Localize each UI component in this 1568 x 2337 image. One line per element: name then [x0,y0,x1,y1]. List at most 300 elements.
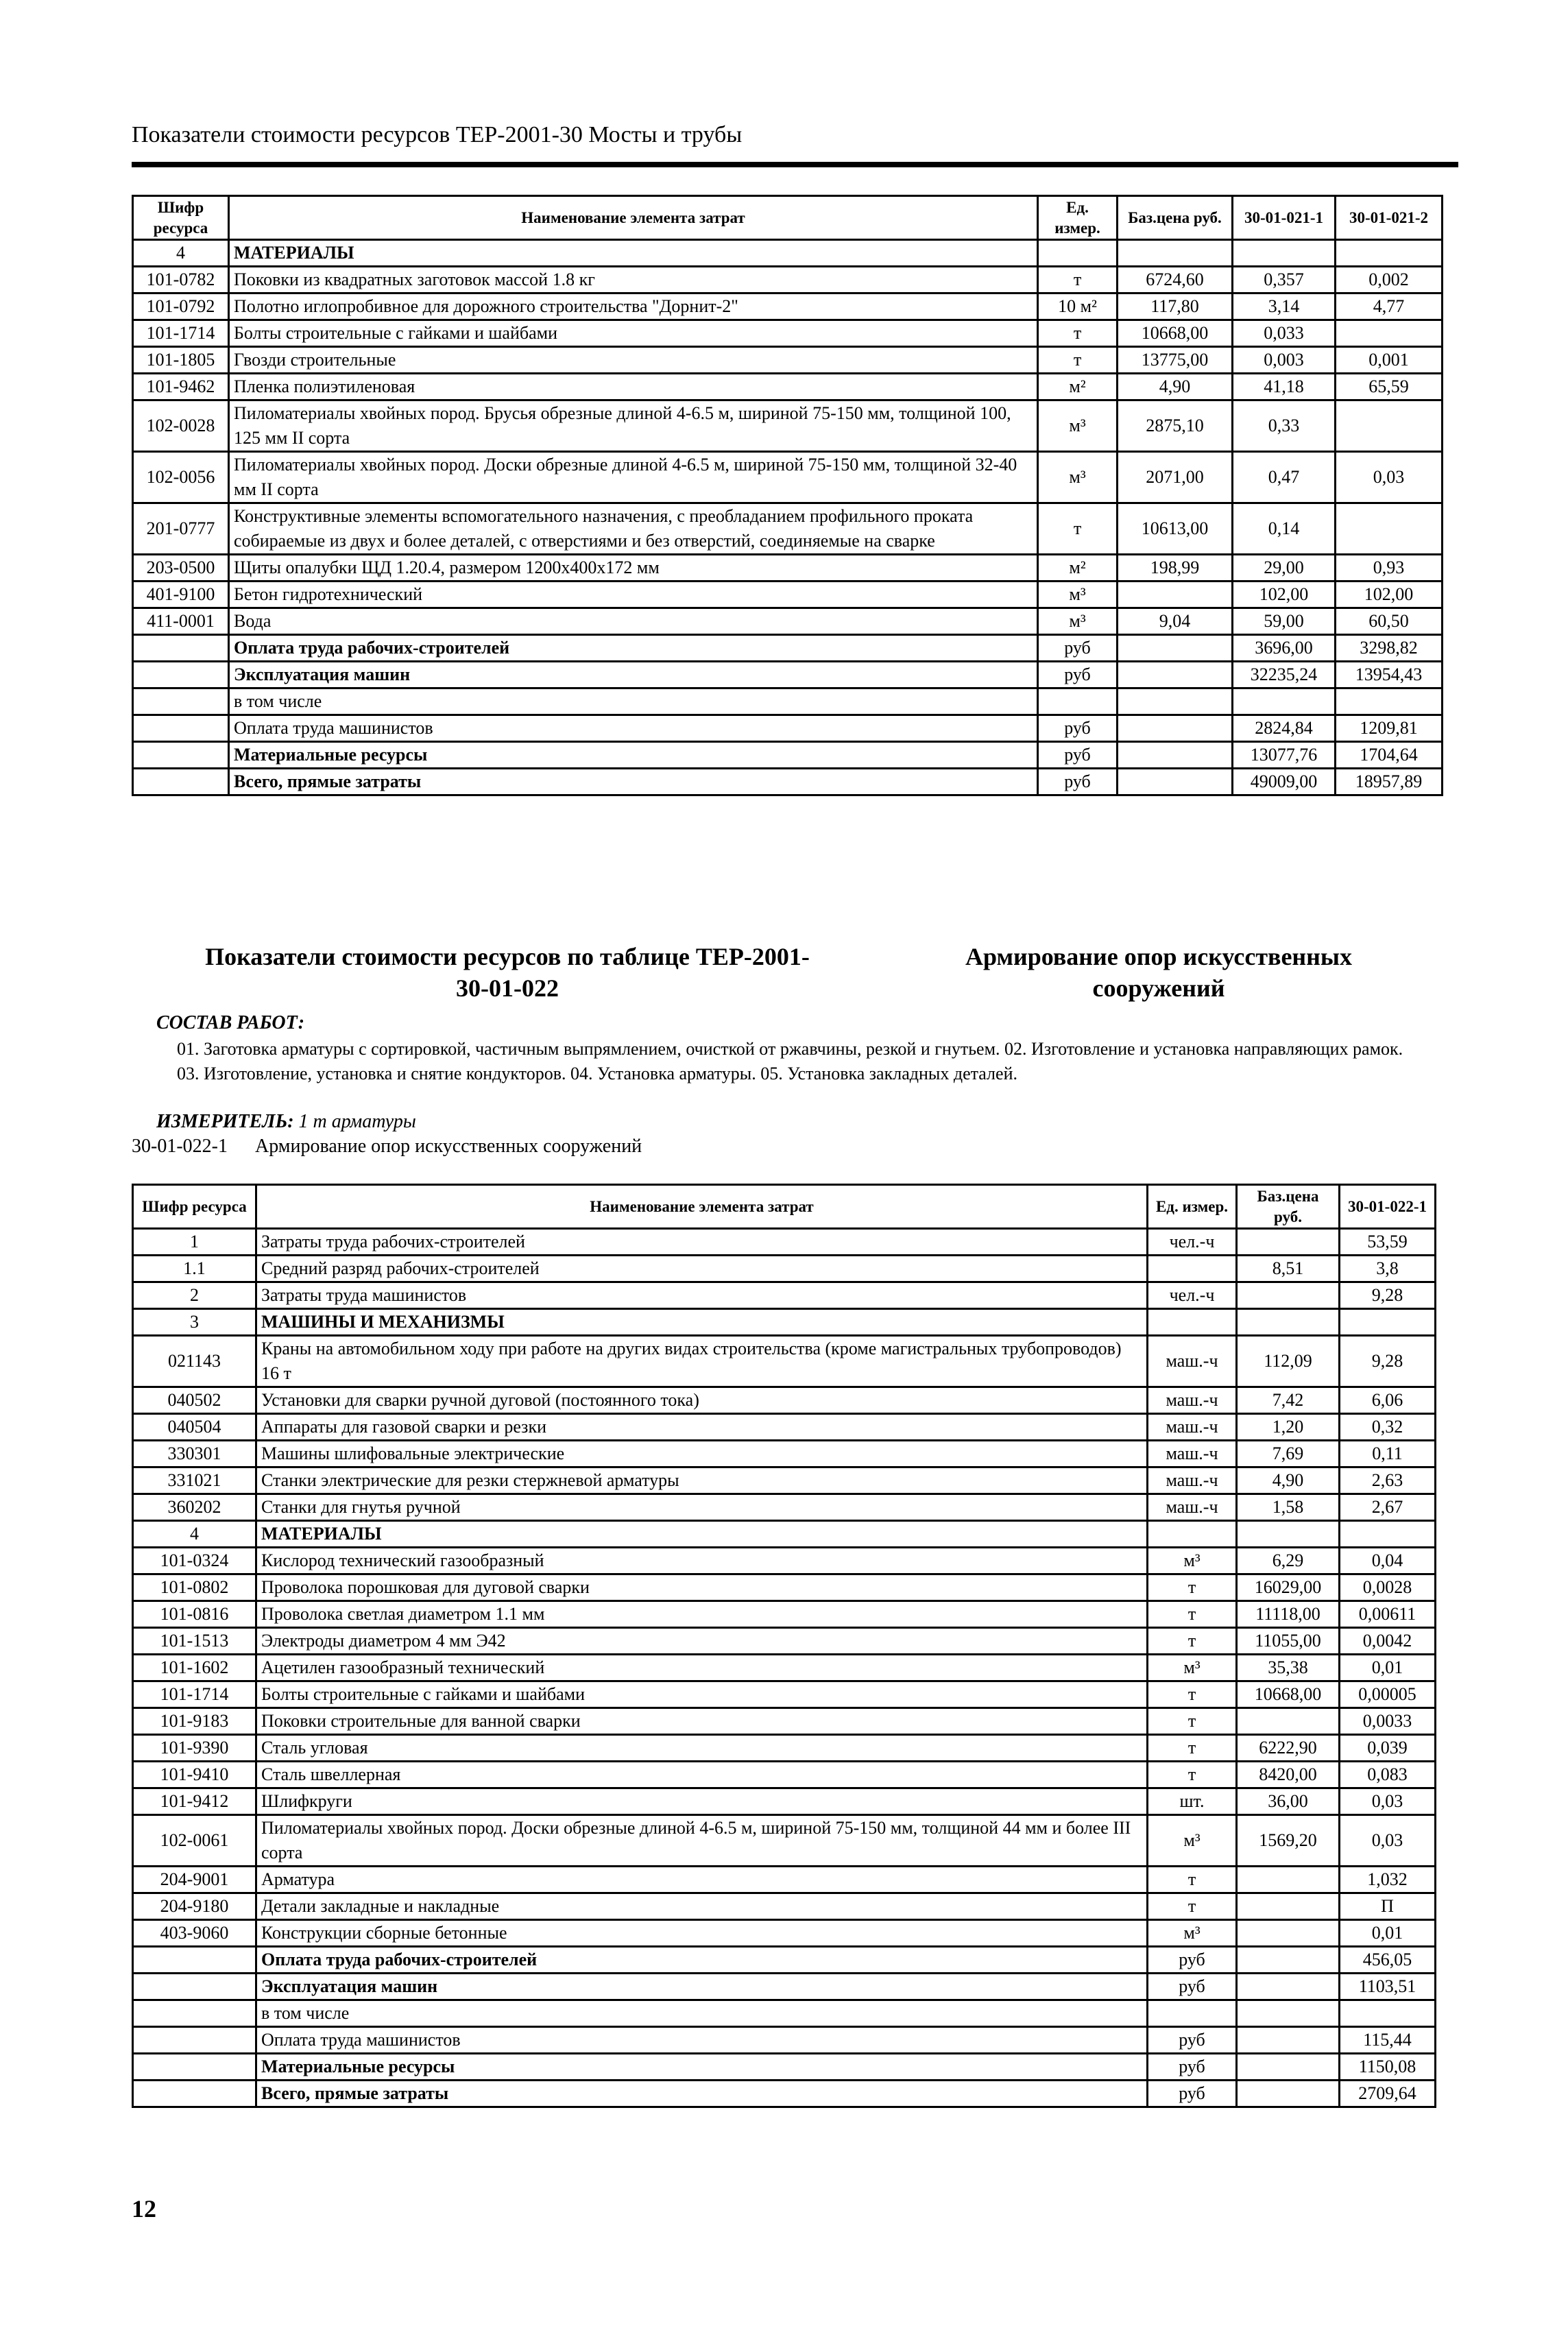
table-row [133,1467,1436,1494]
base-price-cell [1237,2000,1340,2027]
value-cell-2: 0,03 [1336,452,1443,503]
base-price-cell: 1,20 [1237,1414,1340,1441]
meter-label: ИЗМЕРИТЕЛЬ: [156,1111,294,1132]
summary-row [133,2000,1436,2027]
table-row [133,1762,1436,1788]
resource-name: Проволока светлая диаметром 1.1 мм [256,1601,1148,1628]
unit-cell: шт. [1148,1788,1237,1815]
unit-cell [1148,1521,1237,1548]
table-row [133,267,1443,293]
resource-name: Кислород технический газообразный [256,1548,1148,1574]
unit-cell: маш.-ч [1148,1387,1237,1414]
page-header: Показатели стоимости ресурсов ТЕР-2001-30 Мосты и трубы [132,122,743,147]
resource-name: Вода [229,608,1038,635]
base-price-cell [1237,1920,1340,1947]
table-row [133,1282,1436,1309]
base-price-cell: 35,38 [1237,1655,1340,1681]
resource-code [133,742,229,769]
summary-row [133,769,1443,795]
value-cell-1: 13077,76 [1233,742,1336,769]
resource-name: Электроды диаметром 4 мм Э42 [256,1628,1148,1655]
unit-cell: руб [1148,2081,1237,2107]
value-cell-1: 0,003 [1233,347,1336,374]
resource-code: 401-9100 [133,582,229,608]
work-composition-text: 01. Заготовка арматуры с сортировкой, частичным выпрямлением, очисткой от ржавчины, резкой и гнутьем. 02. Изготовление и установка направляющих рамок. 03. Изготовление, установка и снятие кондукторов. 04. Установка арматуры. 05. Установка закладных деталей. [177,1039,1403,1083]
value-cell-2 [1336,503,1443,555]
unit-cell: руб [1038,662,1118,688]
unit-cell: руб [1038,742,1118,769]
resource-name: Материальные ресурсы [256,2054,1148,2081]
unit-cell [1148,2000,1237,2027]
resource-code: 3 [133,1309,256,1336]
value-cell-2: 0,93 [1336,555,1443,582]
table-row [133,452,1443,503]
header-rule [132,162,1458,167]
unit-cell: т [1038,347,1118,374]
table-row [133,503,1443,555]
base-price-cell [1237,2054,1340,2081]
table-row [133,374,1443,400]
resource-code: 101-9390 [133,1735,256,1762]
resource-code [133,2054,256,2081]
base-price-cell [1118,582,1233,608]
resource-code: 1 [133,1229,256,1256]
value-cell-2: 3298,82 [1336,635,1443,662]
table-header-row [133,196,1443,240]
resource-name: в том числе [229,688,1038,715]
value-cell-2: 1209,81 [1336,715,1443,742]
table-row [133,1788,1436,1815]
unit-cell: т [1148,1601,1237,1628]
resource-name: МАТЕРИАЛЫ [229,240,1038,267]
resource-name: Всего, прямые затраты [229,769,1038,795]
resource-table-1 [132,195,1443,796]
value-cell-1: 0,32 [1340,1414,1436,1441]
unit-cell: руб [1038,769,1118,795]
base-price-cell: 10668,00 [1118,320,1233,347]
base-price-cell [1118,769,1233,795]
col-header-code: Шифр ресурса [133,196,229,240]
base-price-cell: 9,04 [1118,608,1233,635]
base-price-cell: 6,29 [1237,1548,1340,1574]
table-row [133,1387,1436,1414]
unit-cell: м³ [1148,1815,1237,1867]
resource-name: Оплата труда машинистов [229,715,1038,742]
resource-name: Шлифкруги [256,1788,1148,1815]
unit-cell: т [1148,1708,1237,1735]
table-row [133,1601,1436,1628]
resource-name: Затраты труда рабочих-строителей [256,1229,1148,1256]
unit-cell: м³ [1038,400,1118,452]
base-price-cell [1237,1947,1340,1974]
table-header-row [133,1185,1436,1229]
value-cell-1 [1340,1309,1436,1336]
summary-row [133,2054,1436,2081]
value-cell-1: 3,14 [1233,293,1336,320]
resource-name: Болты строительные с гайками и шайбами [229,320,1038,347]
table-row [133,1229,1436,1256]
value-cell-1: 0,03 [1340,1815,1436,1867]
meter-line [156,1111,416,1133]
resource-code: 101-0792 [133,293,229,320]
resource-name: Оплата труда машинистов [256,2027,1148,2054]
page-number: 12 [132,2195,156,2222]
table-row [133,1867,1436,1893]
value-cell-2: 0,001 [1336,347,1443,374]
resource-code [133,2027,256,2054]
resource-name: Установки для сварки ручной дуговой (постоянного тока) [256,1387,1148,1414]
base-price-cell: 2875,10 [1118,400,1233,452]
resource-name: Оплата труда рабочих-строителей [256,1947,1148,1974]
base-price-cell [1237,1974,1340,2000]
base-price-cell [1237,2027,1340,2054]
resource-code: 021143 [133,1336,256,1387]
summary-row [133,688,1443,715]
resource-code: 204-9001 [133,1867,256,1893]
unit-cell [1038,240,1118,267]
resource-name: МАТЕРИАЛЫ [256,1521,1148,1548]
base-price-cell: 10668,00 [1237,1681,1340,1708]
base-price-cell [1237,1893,1340,1920]
resource-name: Материальные ресурсы [229,742,1038,769]
base-price-cell: 13775,00 [1118,347,1233,374]
resource-name: Краны на автомобильном ходу при работе на других видах строительства (кроме магистральных трубопроводов) 16 т [256,1336,1148,1387]
resource-name: Оплата труда рабочих-строителей [229,635,1038,662]
resource-code: 101-1602 [133,1655,256,1681]
unit-cell: руб [1038,635,1118,662]
value-cell-1: 456,05 [1340,1947,1436,1974]
resource-name: МАШИНЫ И МЕХАНИЗМЫ [256,1309,1148,1336]
value-cell-2 [1336,688,1443,715]
resource-code: 102-0056 [133,452,229,503]
resource-name: Болты строительные с гайками и шайбами [256,1681,1148,1708]
section-row [133,1521,1436,1548]
base-price-cell [1118,688,1233,715]
resource-code: 101-0816 [133,1601,256,1628]
resource-code: 040504 [133,1414,256,1441]
resource-code: 101-0802 [133,1574,256,1601]
unit-cell: т [1148,1574,1237,1601]
value-cell-1 [1233,688,1336,715]
resource-code: 330301 [133,1441,256,1467]
unit-cell [1038,688,1118,715]
resource-code: 4 [133,1521,256,1548]
base-price-cell [1237,2081,1340,2107]
unit-cell: руб [1148,2027,1237,2054]
value-cell-1: 0,11 [1340,1441,1436,1467]
base-price-cell: 117,80 [1118,293,1233,320]
resource-name: Полотно иглопробивное для дорожного строительства "Дорнит-2" [229,293,1038,320]
unit-cell: м³ [1038,582,1118,608]
unit-cell: маш.-ч [1148,1467,1237,1494]
base-price-cell [1118,662,1233,688]
base-price-cell: 6222,90 [1237,1735,1340,1762]
resource-code: 101-1805 [133,347,229,374]
resource-name: Всего, прямые затраты [256,2081,1148,2107]
value-cell-1 [1340,1521,1436,1548]
value-cell-1: 0,039 [1340,1735,1436,1762]
resource-code [133,635,229,662]
table-row [133,347,1443,374]
value-cell-2: 60,50 [1336,608,1443,635]
unit-cell: т [1148,1867,1237,1893]
unit-cell: м³ [1148,1548,1237,1574]
value-cell-1: 2,63 [1340,1467,1436,1494]
unit-cell: м³ [1148,1655,1237,1681]
unit-cell: т [1148,1681,1237,1708]
section-row [133,1309,1436,1336]
base-price-cell: 7,42 [1237,1387,1340,1414]
unit-cell: руб [1038,715,1118,742]
unit-cell: чел.-ч [1148,1229,1237,1256]
unit-cell: м² [1038,555,1118,582]
resource-name: Щиты опалубки ЩД 1.20.4, размером 1200х400х172 мм [229,555,1038,582]
resource-code: 040502 [133,1387,256,1414]
value-cell-1: 2709,64 [1340,2081,1436,2107]
table-row [133,1708,1436,1735]
resource-code: 101-0324 [133,1548,256,1574]
col-header-name: Наименование элемента затрат [256,1185,1148,1229]
value-cell-1: 115,44 [1340,2027,1436,2054]
base-price-cell [1118,715,1233,742]
resource-name: Гвозди строительные [229,347,1038,374]
resource-code: 101-1513 [133,1628,256,1655]
resource-code: 2 [133,1282,256,1309]
value-cell-1: 1150,08 [1340,2054,1436,2081]
unit-cell: т [1148,1762,1237,1788]
value-cell-1: 0,01 [1340,1655,1436,1681]
base-price-cell: 8,51 [1237,1256,1340,1282]
summary-row [133,635,1443,662]
resource-name: Поковки строительные для ванной сварки [256,1708,1148,1735]
table-row [133,1893,1436,1920]
resource-code: 1.1 [133,1256,256,1282]
resource-name: Конструктивные элементы вспомогательного назначения, с преобладанием профильного проката собираемые из двух и более деталей, с отверстиями и без отверстий, соединяемые на сварке [229,503,1038,555]
unit-cell: маш.-ч [1148,1336,1237,1387]
resource-code: 101-9410 [133,1762,256,1788]
resource-name: Бетон гидротехнический [229,582,1038,608]
resource-name: Затраты труда машинистов [256,1282,1148,1309]
resource-code: 360202 [133,1494,256,1521]
table-row [133,1414,1436,1441]
resource-code: 403-9060 [133,1920,256,1947]
meter-value: 1 т арматуры [298,1111,416,1132]
table-row [133,1441,1436,1467]
resource-code [133,662,229,688]
col-header-price: Баз.цена руб. [1237,1185,1340,1229]
value-cell-1: 1103,51 [1340,1974,1436,2000]
value-cell-1: 0,00005 [1340,1681,1436,1708]
base-price-cell [1237,1867,1340,1893]
unit-cell: м³ [1148,1920,1237,1947]
resource-code: 102-0061 [133,1815,256,1867]
resource-code [133,769,229,795]
base-price-cell: 2071,00 [1118,452,1233,503]
value-cell-1: 32235,24 [1233,662,1336,688]
section-title: Показатели стоимости ресурсов по таблице ТЕР-2001-30-01-022 [205,943,810,1002]
table-row [133,1815,1436,1867]
value-cell-1: 102,00 [1233,582,1336,608]
value-cell-1: 41,18 [1233,374,1336,400]
value-cell-2: 1704,64 [1336,742,1443,769]
table-row [133,400,1443,452]
value-cell-2: 102,00 [1336,582,1443,608]
unit-cell: руб [1148,2054,1237,2081]
unit-cell: т [1038,503,1118,555]
resource-name: в том числе [256,2000,1148,2027]
value-cell-1: 29,00 [1233,555,1336,582]
value-cell-1: 2824,84 [1233,715,1336,742]
base-price-cell: 6724,60 [1118,267,1233,293]
resource-code: 101-1714 [133,1681,256,1708]
unit-cell: маш.-ч [1148,1441,1237,1467]
resource-code: 101-1714 [133,320,229,347]
unit-cell: маш.-ч [1148,1494,1237,1521]
subtitle-code: 30-01-022-1 [132,1136,228,1157]
unit-cell: м³ [1038,452,1118,503]
col-header-price: Баз.цена руб. [1118,196,1233,240]
value-cell-1: 0,33 [1233,400,1336,452]
resource-name: Эксплуатация машин [256,1974,1148,2000]
table-row [133,1681,1436,1708]
unit-cell: т [1148,1893,1237,1920]
col-header-value-1: 30-01-021-1 [1233,196,1336,240]
col-header-value-1: 30-01-022-1 [1340,1185,1436,1229]
table-row [133,1494,1436,1521]
resource-code [133,2081,256,2107]
col-header-code: Шифр ресурса [133,1185,256,1229]
resource-name: Машины шлифовальные электрические [256,1441,1148,1467]
value-cell-1: 9,28 [1340,1336,1436,1387]
resource-code [133,1947,256,1974]
value-cell-1: 49009,00 [1233,769,1336,795]
base-price-cell: 36,00 [1237,1788,1340,1815]
value-cell-1: 0,04 [1340,1548,1436,1574]
resource-name: Арматура [256,1867,1148,1893]
base-price-cell: 16029,00 [1237,1574,1340,1601]
value-cell-1: 3,8 [1340,1256,1436,1282]
value-cell-1: 0,14 [1233,503,1336,555]
resource-code: 101-9412 [133,1788,256,1815]
table-row [133,1574,1436,1601]
table-row [133,608,1443,635]
unit-cell: 10 м² [1038,293,1118,320]
resource-name: Станки электрические для резки стержневой арматуры [256,1467,1148,1494]
base-price-cell [1118,240,1233,267]
value-cell-1: 0,47 [1233,452,1336,503]
resource-name: Детали закладные и накладные [256,1893,1148,1920]
col-header-value-2: 30-01-021-2 [1336,196,1443,240]
base-price-cell [1118,742,1233,769]
value-cell-1: 1,032 [1340,1867,1436,1893]
resource-code: 101-9462 [133,374,229,400]
summary-row [133,742,1443,769]
resource-name: Пиломатериалы хвойных пород. Доски обрезные длиной 4-6.5 м, шириной 75-150 мм, толщиной 44 мм и более III сорта [256,1815,1148,1867]
value-cell-1: 0,083 [1340,1762,1436,1788]
value-cell-2: 0,002 [1336,267,1443,293]
resource-code [133,2000,256,2027]
table-row [133,555,1443,582]
base-price-cell: 112,09 [1237,1336,1340,1387]
section-subject: Армирование опор искусственных сооружений [965,943,1353,1002]
base-price-cell [1237,1521,1340,1548]
unit-cell: м³ [1038,608,1118,635]
table-row [133,1336,1436,1387]
value-cell-1: 0,0033 [1340,1708,1436,1735]
value-cell-1: 2,67 [1340,1494,1436,1521]
resource-name: Проволока порошковая для дуговой сварки [256,1574,1148,1601]
resource-name: Поковки из квадратных заготовок массой 1.8 кг [229,267,1038,293]
table-row [133,1920,1436,1947]
resource-code: 203-0500 [133,555,229,582]
value-cell-1: 0,03 [1340,1788,1436,1815]
value-cell-1: П [1340,1893,1436,1920]
subtitle-text: Армирование опор искусственных сооружений [254,1136,642,1157]
value-cell-1: 0,0042 [1340,1628,1436,1655]
resource-code: 102-0028 [133,400,229,452]
base-price-cell [1237,1708,1340,1735]
resource-code: 101-0782 [133,267,229,293]
resource-code: 101-9183 [133,1708,256,1735]
resource-name: Средний разряд рабочих-строителей [256,1256,1148,1282]
base-price-cell [1237,1309,1340,1336]
resource-name: Эксплуатация машин [229,662,1038,688]
value-cell-1: 0,357 [1233,267,1336,293]
summary-row [133,1974,1436,2000]
base-price-cell: 10613,00 [1118,503,1233,555]
unit-cell: т [1038,320,1118,347]
value-cell-1: 3696,00 [1233,635,1336,662]
resource-name: Сталь швеллерная [256,1762,1148,1788]
value-cell-1 [1340,2000,1436,2027]
section-row [133,240,1443,267]
unit-cell: руб [1148,1947,1237,1974]
unit-cell: т [1038,267,1118,293]
unit-cell [1148,1309,1237,1336]
resource-code: 411-0001 [133,608,229,635]
resource-code: 204-9180 [133,1893,256,1920]
base-price-cell [1237,1282,1340,1309]
table-subtitle [132,1136,642,1158]
table-row [133,582,1443,608]
base-price-cell: 1569,20 [1237,1815,1340,1867]
value-cell-1 [1233,240,1336,267]
table-row [133,1655,1436,1681]
unit-cell: маш.-ч [1148,1414,1237,1441]
value-cell-2: 65,59 [1336,374,1443,400]
base-price-cell: 4,90 [1237,1467,1340,1494]
value-cell-1: 0,033 [1233,320,1336,347]
base-price-cell: 198,99 [1118,555,1233,582]
unit-cell: руб [1148,1974,1237,2000]
resource-name: Пиломатериалы хвойных пород. Брусья обрезные длиной 4-6.5 м, шириной 75-150 мм, толщиной 100, 125 мм II сорта [229,400,1038,452]
resource-code [133,1974,256,2000]
resource-name: Пленка полиэтиленовая [229,374,1038,400]
base-price-cell: 8420,00 [1237,1762,1340,1788]
value-cell-1: 53,59 [1340,1229,1436,1256]
value-cell-2 [1336,400,1443,452]
col-header-unit: Ед. измер. [1038,196,1118,240]
unit-cell [1148,1256,1237,1282]
resource-name: Пиломатериалы хвойных пород. Доски обрезные длиной 4-6.5 м, шириной 75-150 мм, толщиной 32-40 мм II сорта [229,452,1038,503]
unit-cell: т [1148,1735,1237,1762]
resource-name: Станки для гнутья ручной [256,1494,1148,1521]
resource-code [133,688,229,715]
resource-name: Сталь угловая [256,1735,1148,1762]
resource-name: Аппараты для газовой сварки и резки [256,1414,1148,1441]
resource-name: Ацетилен газообразный технический [256,1655,1148,1681]
summary-row [133,1947,1436,1974]
